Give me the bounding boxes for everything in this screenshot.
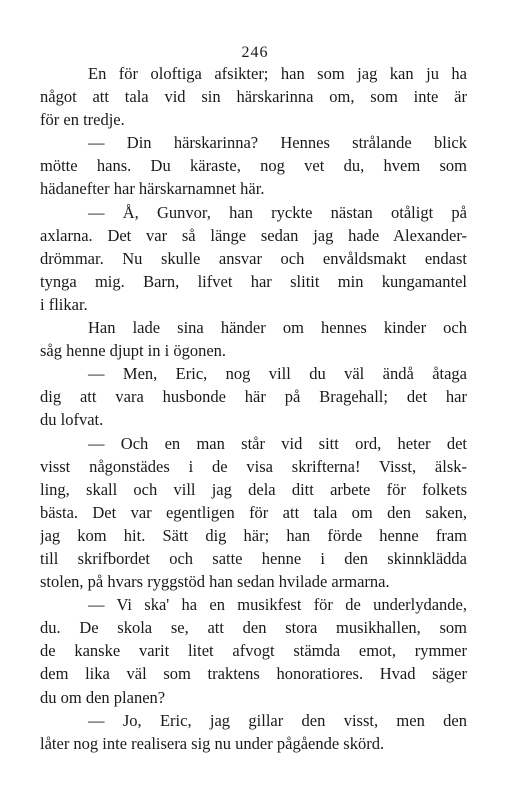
text-line: något att tala vid sin härskarinna om, som inte är bbox=[40, 87, 467, 107]
text-line: dem lika väl som traktens honoratiores. Hvad säger bbox=[40, 664, 467, 684]
text-line: mötte hans. Du käraste, nog vet du, hvem som bbox=[40, 156, 467, 176]
text-line: för en tredje. bbox=[40, 110, 125, 130]
text-line: visst någonstädes i de visa skrifterna! Visst, älsk- bbox=[40, 456, 467, 476]
text-line: — Och en man står vid sitt ord, heter det bbox=[88, 433, 467, 453]
paragraph bbox=[40, 131, 467, 200]
text-line: låter nog inte realisera sig nu under pågående skörd. bbox=[40, 733, 385, 753]
text-line: såg henne djupt in i ögonen. bbox=[40, 341, 227, 361]
paragraph bbox=[40, 432, 467, 594]
text-line: bästa. Det var egentligen för att tala om den saken, bbox=[40, 502, 467, 522]
text-line: — Jo, Eric, jag gillar den visst, men den bbox=[88, 710, 467, 730]
text-line: Han lade sina händer om hennes kinder och bbox=[88, 318, 467, 338]
text-line: — Vi ska' ha en musikfest för de underlydande, bbox=[88, 595, 467, 615]
paragraph bbox=[40, 362, 467, 431]
text-line: i flikar. bbox=[40, 294, 88, 314]
text-line: — Men, Eric, nog vill du väl ändå åtaga bbox=[88, 364, 467, 384]
paragraph bbox=[40, 709, 467, 755]
paragraph bbox=[40, 593, 467, 708]
text-line: — Din härskarinna? Hennes strålande blick bbox=[88, 133, 467, 153]
text-line: dig att vara husbonde här på Bragehall; det har bbox=[40, 387, 467, 407]
text-line: drömmar. Nu skulle ansvar och envåldsmakt endast bbox=[40, 248, 467, 268]
text-line: hädanefter har härskarnamnet här. bbox=[40, 179, 265, 199]
text-line: ling, skall och vill jag dela ditt arbete för folkets bbox=[40, 479, 467, 499]
text-line: du lofvat. bbox=[40, 410, 104, 430]
paragraph bbox=[40, 62, 467, 131]
text-line: axlarna. Det var så länge sedan jag hade Alexander- bbox=[40, 225, 467, 245]
text-line: du om den planen? bbox=[40, 687, 166, 707]
text-line: de kanske varit litet afvogt stämda emot, rymmer bbox=[40, 641, 467, 661]
text-line: tynga mig. Barn, lifvet har slitit min kungamantel bbox=[40, 271, 467, 291]
body-text bbox=[40, 62, 467, 755]
text-line: du. De skola se, att den stora musikhallen, som bbox=[40, 618, 467, 638]
text-line: till skrifbordet och satte henne i den skinnklädda bbox=[40, 548, 467, 568]
text-line: stolen, på hvars ryggstöd han sedan hvilade armarna. bbox=[40, 572, 390, 592]
paragraph bbox=[40, 201, 467, 316]
page-number: 246 bbox=[241, 44, 269, 61]
text-line: jag kom hit. Sätt dig här; han förde henne fram bbox=[40, 525, 467, 545]
text-line: En för oloftiga afsikter; han som jag kan ju ha bbox=[88, 64, 467, 83]
paragraph bbox=[40, 316, 467, 362]
text-line: — Å, Gunvor, han ryckte nästan otåligt på bbox=[88, 202, 467, 222]
